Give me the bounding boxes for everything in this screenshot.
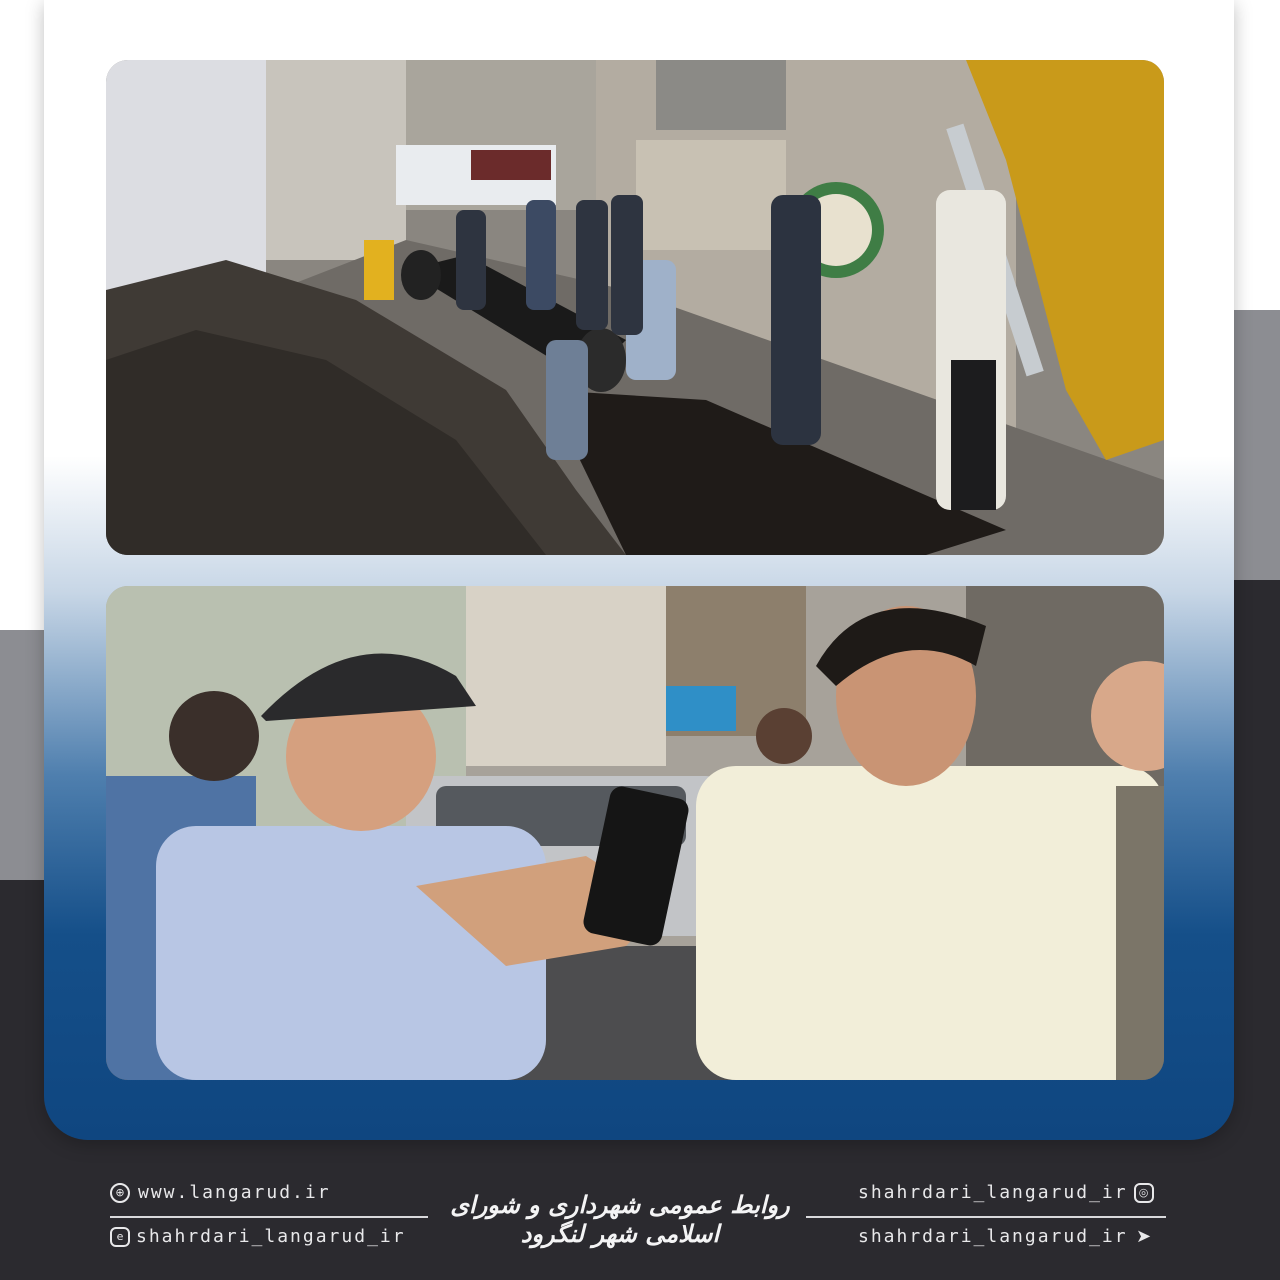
eitaa-icon: e (110, 1227, 130, 1247)
divider-right (806, 1216, 1166, 1218)
website-text: www.langarud.ir (138, 1182, 331, 1203)
globe-icon: ⊕ (110, 1183, 130, 1203)
telegram-icon: ➤ (1136, 1225, 1152, 1247)
eitaa-handle-text: shahrdari_langarud_ir (136, 1226, 406, 1247)
eitaa-link[interactable] (110, 1226, 406, 1247)
telegram-link[interactable] (858, 1226, 1154, 1247)
telegram-handle-text: shahrdari_langarud_ir (858, 1226, 1128, 1247)
instagram-link[interactable] (858, 1182, 1154, 1203)
divider-left (110, 1216, 428, 1218)
instagram-handle-text: shahrdari_langarud_ir (858, 1182, 1128, 1203)
footer-title: روابط عمومی شهرداری و شورای اسلامی شهر لنگرود (450, 1190, 790, 1248)
photo-pipe-installation (106, 60, 1164, 555)
instagram-icon: ◎ (1134, 1183, 1154, 1203)
footer (0, 1150, 1280, 1280)
website-link[interactable] (110, 1182, 331, 1203)
photo-officials-talking (106, 586, 1164, 1080)
